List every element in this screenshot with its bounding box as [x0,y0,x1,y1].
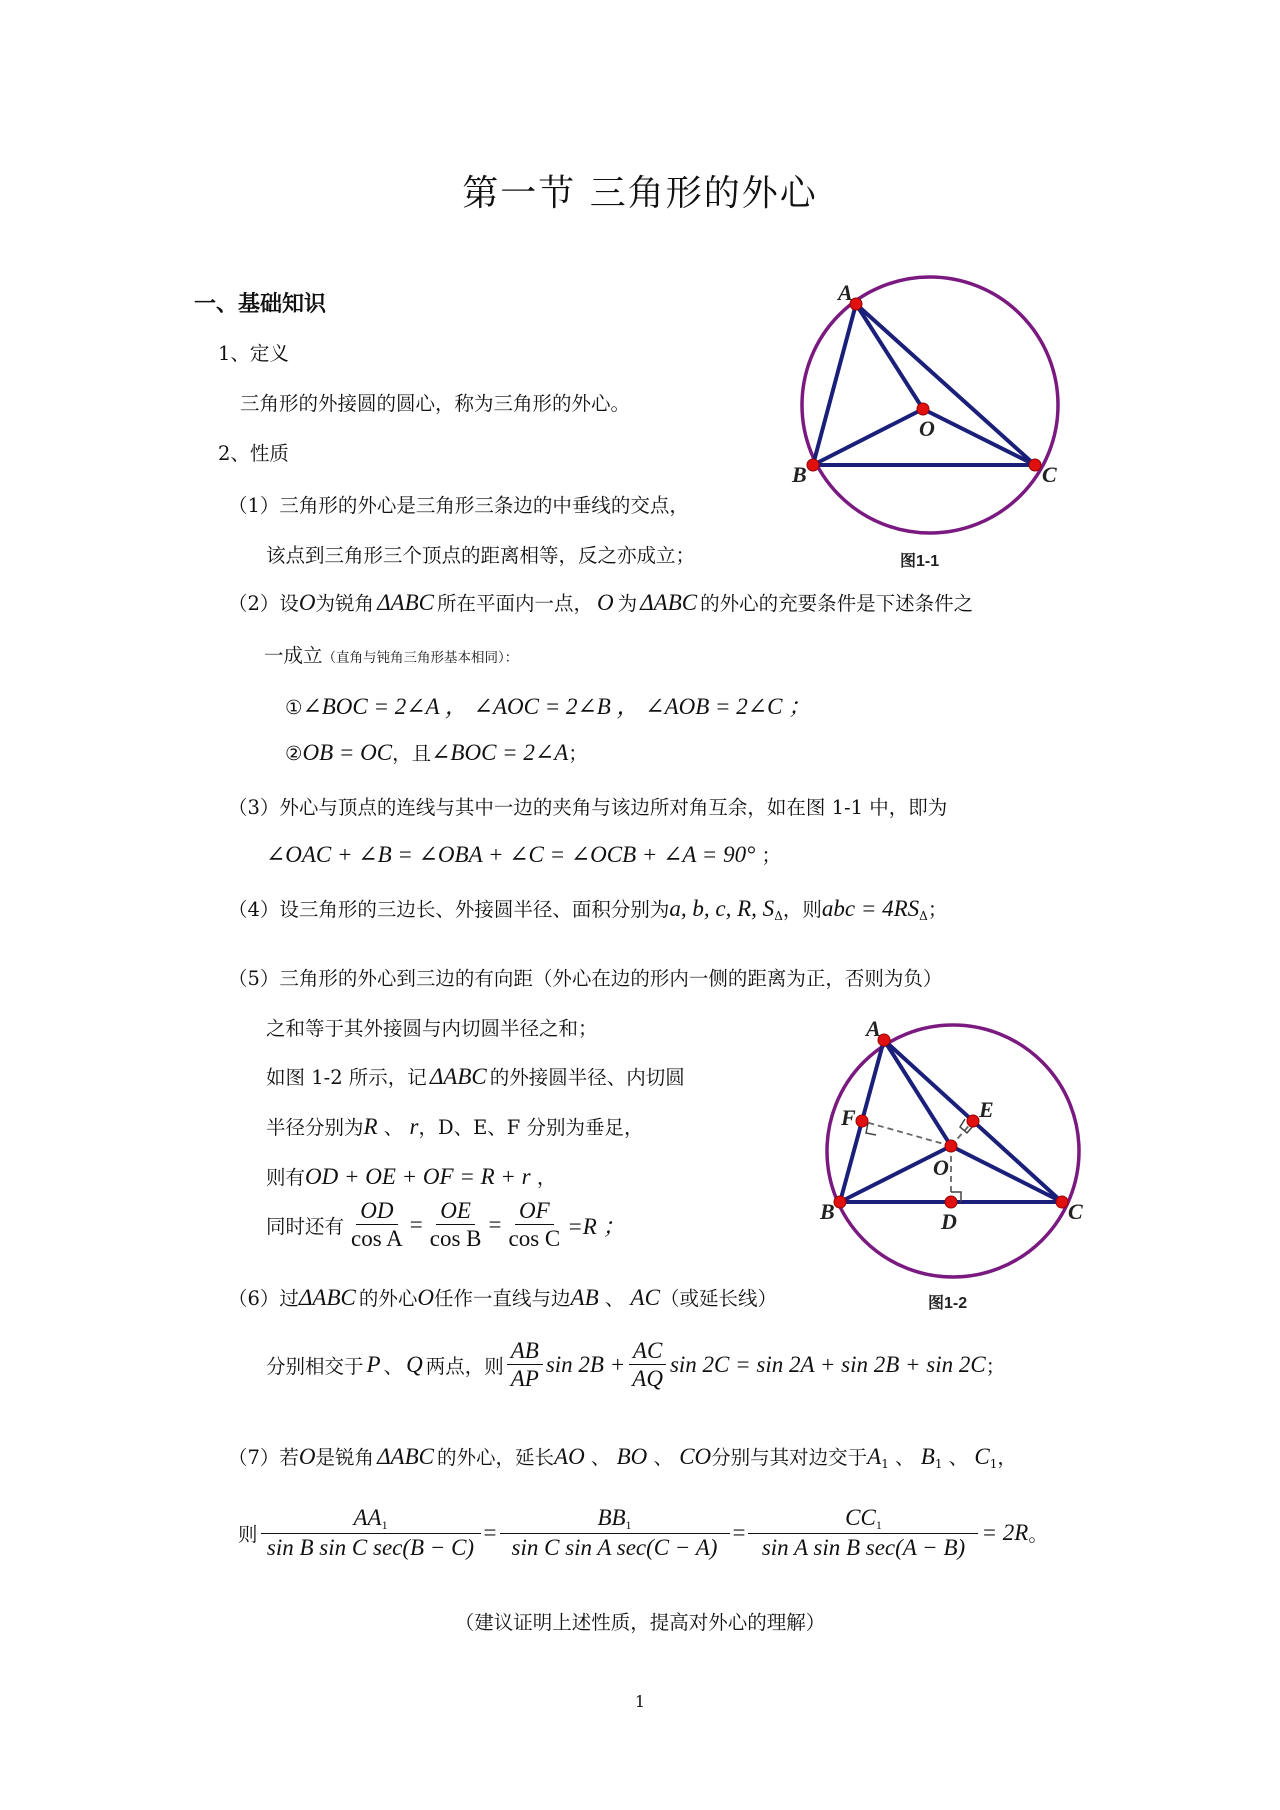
fraction-bb1: $\frac{BB_1}{\text{sin C sin A sec(C − A)}}$ [500,1505,730,1560]
property-5-line6: 同时还有 $\frac{OD}{\text{cos A}}$ = $\frac{OE}{\text{cos B}}$ = $\frac{OF}{\text{cos C}}$ =R ； [266,1198,626,1252]
label-d: D [941,1209,957,1234]
label-b: B [820,1199,835,1224]
property-7-formula: 则 $\frac{AA_1}{\text{sin B sin C sec(B − C)}}$ = $\frac{BB_1}{\text{sin C sin A sec(C − A)}}$ = $\frac{CC_1}{\text{sin A sin B sec(A − B)}}$ = 2R 。 [238,1505,1048,1561]
advice-note: （建议证明上述性质，提高对外心的理解） [454,1611,826,1634]
page-number: 1 [634,1692,646,1711]
property-5-line5: 则有OD + OE + OF = R + r ， [266,1164,557,1189]
fraction-ac-aq: $\frac{AC}{AQ}$ [628,1338,667,1392]
section-heading: 一、基础知识 [194,292,327,317]
properties-label: 2、性质 [218,442,289,465]
fraction-of-cosc: $\frac{OF}{\text{cos C}}$ [508,1198,561,1252]
property-5-line1: （5）三角形的外心到三边的有向距（外心在边的形内一侧的距离为正，否则为负） [228,967,943,990]
condition-1: ①∠BOC = 2∠A ， ∠AOC = 2∠B ， ∠AOB = 2∠C ； [285,694,812,719]
figure-1-1 [790,270,1090,580]
label-o: O [933,1155,949,1180]
vertex-points [807,298,1041,471]
label-c: C [1042,462,1057,487]
property-5-line2: 之和等于其外接圆与内切圆半径之和； [266,1017,598,1040]
fraction-oe-cosb: $\frac{OE}{\text{cos B}}$ [429,1198,482,1252]
property-5-line3: 如图 1-2 所示，记 ΔABC 的外接圆半径、内切圆 [266,1064,685,1089]
property-1-line2: 该点到三角形三个顶点的距离相等，反之亦成立； [266,544,696,567]
fraction-aa1: $\frac{AA_1}{\text{sin B sin C sec(B − C)}}$ [261,1505,481,1560]
property-6-line1: （6）过ΔABC 的外心O任作一直线与边AB 、 AC（或延长线） [228,1285,777,1310]
label-o: O [919,416,935,441]
property-1-line1: （1）三角形的外心是三角形三条边的中垂线的交点， [228,494,689,517]
fraction-ab-ap: $\frac{AB}{AP}$ [507,1338,543,1392]
property-4: （4）设三角形的三边长、外接圆半径、面积分别为a, b, c, R, $S_\Delta$，则abc = $4RS_\Delta$； [228,896,948,923]
label-a: A [838,280,853,305]
property-6-line2: 分别相交于 P 、 Q 两点，则 $\frac{AB}{AP}$ sin 2B + $\frac{AC}{AQ}$ sin 2C = sin 2A + sin 2B + sin 2C ； [266,1338,1006,1392]
figure-1-2 [820,1010,1110,1320]
property-2-line1: （2）设O为锐角 ΔABC 所在平面内一点， O 为 ΔABC 的外心的充要条件是下述条件之 [228,590,974,615]
condition-2: ②OB = OC，且∠BOC = 2∠A； [285,740,588,765]
figure-caption: 图1-2 [928,1295,968,1312]
definition-text: 三角形的外接圆的圆心，称为三角形的外心。 [240,392,631,415]
property-5-line4: 半径分别为R 、 r，D、E、F 分别为垂足， [266,1114,644,1139]
label-a: A [866,1016,881,1041]
label-f: F [841,1105,856,1130]
label-b: B [792,462,807,487]
circumcircle [802,277,1058,533]
fraction-cc1: $\frac{CC_1}{\text{sin A sin B sec(A − B)}}$ [748,1505,978,1560]
property-2-line2: 一成立（直角与钝角三角形基本相同）： [264,644,519,667]
property-3-line1: （3）外心与顶点的连线与其中一边的夹角与该边所对角互余，如在图 1-1 中，即为 [228,796,948,819]
property-7-line1: （7）若O是锐角 ΔABC 的外心，延长AO 、 BO 、 CO分别与其对边交于$A_1$ 、 $B_1$ 、 $C_1$， [228,1444,1017,1471]
page-title: 第一节 三角形的外心 [462,173,818,214]
label-c: C [1068,1199,1083,1224]
fraction-od-cosa: $\frac{OD}{\text{cos A}}$ [351,1198,403,1252]
definition-label: 1、定义 [218,342,289,365]
figure-caption: 图1-1 [900,553,940,570]
property-3-formula: ∠OAC + ∠B = ∠OBA + ∠C = ∠OCB + ∠A = 90° ； [266,842,781,867]
label-e: E [979,1097,994,1122]
